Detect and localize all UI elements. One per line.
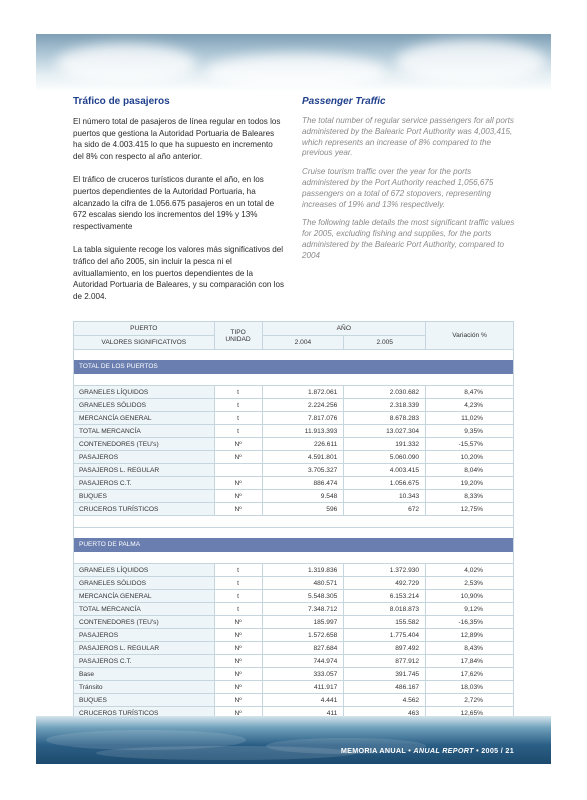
row-unit: Nº — [214, 490, 262, 503]
table-row — [74, 490, 514, 503]
header-variacion: Variación % — [426, 322, 514, 350]
section-gap — [74, 528, 514, 538]
section-title-row — [74, 538, 514, 552]
english-paragraph-3: The following table details the most significant traffic values for 2005, excluding fishing and supplies, for the ports administered by the Balearic Port Authority, compared to 2004 — [302, 218, 515, 260]
table-row — [74, 655, 514, 668]
row-variation: 9,12% — [426, 603, 514, 616]
row-variation: -16,35% — [426, 616, 514, 629]
table-row — [74, 464, 514, 477]
row-value-2005: 463 — [344, 707, 426, 720]
row-unit: Nº — [214, 503, 262, 516]
row-name: PASAJEROS — [74, 629, 215, 642]
row-name: PASAJEROS C.T. — [74, 655, 215, 668]
row-unit: Nº — [214, 694, 262, 707]
table-row — [74, 603, 514, 616]
table-row — [74, 629, 514, 642]
row-unit: Nº — [214, 681, 262, 694]
spanish-paragraph-3: La tabla siguiente recoge los valores más significativos del tráfico del año 2005, sin incluir la pesca ni el avituallamiento, en los puertos dependientes de la Autoridad Portuaria de Baleares, y su comparación con los de 2.004. — [73, 245, 285, 301]
row-value-2004: 480.571 — [262, 577, 344, 590]
row-value-2005: 13.027.304 — [344, 425, 426, 438]
english-heading: Passenger Traffic — [302, 96, 386, 107]
row-variation: 8,33% — [426, 490, 514, 503]
row-variation: 2,72% — [426, 694, 514, 707]
spacer-cell — [74, 552, 514, 564]
spanish-paragraph-1: El número total de pasajeros de línea regular en todos los puertos que gestiona la Autoridad Portuaria de Baleares ha sido de 4.003.415 lo que ha supuesto en incremento del 8% con respecto al año anterior. — [73, 117, 281, 161]
row-value-2004: 9.548 — [262, 490, 344, 503]
spanish-paragraph-2: El tráfico de cruceros turísticos durante el año, en los puertos dependientes de la Autoridad Portuaria, ha alcanzado la cifra de 1.056.675 pasajeros en un total de 672 escalas siendo los incrementos del 19% y 13% respectivamente — [73, 175, 275, 231]
spanish-heading: Tráfico de pasajeros — [73, 96, 170, 107]
table-row — [74, 399, 514, 412]
header-sky-image — [36, 34, 551, 92]
row-variation: 19,20% — [426, 477, 514, 490]
row-value-2005: 391.745 — [344, 668, 426, 681]
table-row — [74, 642, 514, 655]
row-name: TOTAL MERCANCÍA — [74, 603, 215, 616]
row-variation: -15,57% — [426, 438, 514, 451]
row-name: BUQUES — [74, 490, 215, 503]
row-value-2005: 897.492 — [344, 642, 426, 655]
row-value-2004: 411.917 — [262, 681, 344, 694]
english-column — [302, 96, 517, 270]
section-gap — [74, 350, 514, 360]
table-row — [74, 477, 514, 490]
row-unit: Nº — [214, 655, 262, 668]
row-unit: Nº — [214, 616, 262, 629]
row-value-2005: 2.318.339 — [344, 399, 426, 412]
gap-cell — [74, 528, 514, 538]
row-value-2004: 7.348.712 — [262, 603, 344, 616]
row-name: GRANELES SÓLIDOS — [74, 399, 215, 412]
row-unit: Nº — [214, 642, 262, 655]
row-unit: t — [214, 577, 262, 590]
header-2004: 2.004 — [262, 336, 344, 350]
row-variation: 12,89% — [426, 629, 514, 642]
row-value-2005: 4.003.415 — [344, 464, 426, 477]
row-value-2004: 7.817.076 — [262, 412, 344, 425]
spacer-cell — [74, 516, 514, 528]
row-variation: 8,47% — [426, 386, 514, 399]
row-unit: Nº — [214, 629, 262, 642]
row-name: CRUCEROS TURÍSTICOS — [74, 707, 215, 720]
row-value-2005: 877.912 — [344, 655, 426, 668]
gap-cell — [74, 350, 514, 360]
row-name: PASAJEROS C.T. — [74, 477, 215, 490]
footer-separator: / — [500, 746, 504, 755]
row-unit: t — [214, 564, 262, 577]
row-value-2005: 4.562 — [344, 694, 426, 707]
table-row — [74, 564, 514, 577]
section-title: PUERTO DE PALMA — [74, 538, 514, 552]
row-unit — [214, 464, 262, 477]
header-2005: 2.005 — [344, 336, 426, 350]
row-value-2004: 744.974 — [262, 655, 344, 668]
row-value-2004: 11.913.393 — [262, 425, 344, 438]
row-name: PASAJEROS L. REGULAR — [74, 464, 215, 477]
header-anio: AÑO — [262, 322, 426, 336]
row-name: PASAJEROS L. REGULAR — [74, 642, 215, 655]
row-value-2004: 333.057 — [262, 668, 344, 681]
row-value-2004: 226.611 — [262, 438, 344, 451]
row-variation: 4,02% — [426, 564, 514, 577]
header-valores: VALORES SIGNIFICATIVOS — [74, 336, 215, 350]
row-value-2005: 191.332 — [344, 438, 426, 451]
row-unit: t — [214, 590, 262, 603]
row-name: CONTENEDORES (TEU's) — [74, 438, 215, 451]
row-value-2005: 155.582 — [344, 616, 426, 629]
row-value-2005: 8.018.873 — [344, 603, 426, 616]
row-value-2005: 10.343 — [344, 490, 426, 503]
row-unit: t — [214, 603, 262, 616]
row-value-2005: 1.056.675 — [344, 477, 426, 490]
row-value-2004: 1.319.836 — [262, 564, 344, 577]
table-row — [74, 412, 514, 425]
row-name: GRANELES SÓLIDOS — [74, 577, 215, 590]
row-variation: 10,20% — [426, 451, 514, 464]
section-spacer — [74, 552, 514, 564]
row-unit: Nº — [214, 668, 262, 681]
row-name: PASAJEROS — [74, 451, 215, 464]
row-variation: 4,23% — [426, 399, 514, 412]
row-value-2005: 1.775.404 — [344, 629, 426, 642]
table-row — [74, 694, 514, 707]
row-value-2004: 596 — [262, 503, 344, 516]
row-name: MERCANCÍA GENERAL — [74, 412, 215, 425]
row-value-2004: 3.705.327 — [262, 464, 344, 477]
page-number: 21 — [505, 746, 514, 755]
row-name: Base — [74, 668, 215, 681]
table-row — [74, 590, 514, 603]
row-value-2005: 2.030.682 — [344, 386, 426, 399]
header-puerto: PUERTO — [74, 322, 215, 336]
row-unit: Nº — [214, 477, 262, 490]
table-row — [74, 616, 514, 629]
row-value-2005: 5.060.090 — [344, 451, 426, 464]
table-row — [74, 438, 514, 451]
row-value-2004: 827.684 — [262, 642, 344, 655]
row-variation: 8,04% — [426, 464, 514, 477]
row-variation: 9,35% — [426, 425, 514, 438]
footer-memoria: MEMORIA ANUAL • — [340, 746, 412, 755]
row-value-2004: 886.474 — [262, 477, 344, 490]
header-tipo-unidad: TIPO UNIDAD — [214, 322, 262, 350]
footer-sea-image — [36, 716, 551, 764]
section-spacer — [74, 374, 514, 386]
row-unit: Nº — [214, 451, 262, 464]
row-value-2004: 2.224.256 — [262, 399, 344, 412]
row-value-2004: 1.872.061 — [262, 386, 344, 399]
spanish-column — [73, 96, 285, 314]
row-variation: 8,43% — [426, 642, 514, 655]
english-paragraph-2: Cruise tourism traffic over the year for the ports administered by the Port Authority reached 1,056,675 passengers on a total of 672 stopovers, representing increases of 19% and 13% respectively. — [302, 167, 494, 209]
row-unit: t — [214, 399, 262, 412]
row-value-2005: 672 — [344, 503, 426, 516]
row-value-2005: 6.153.214 — [344, 590, 426, 603]
row-value-2004: 411 — [262, 707, 344, 720]
section-spacer — [74, 516, 514, 528]
row-variation: 17,84% — [426, 655, 514, 668]
row-value-2004: 4.441 — [262, 694, 344, 707]
footer-report: ANUAL REPORT — [413, 746, 474, 755]
row-name: CRUCEROS TURÍSTICOS — [74, 503, 215, 516]
footer-year: • 2005 — [476, 746, 499, 755]
row-value-2005: 492.729 — [344, 577, 426, 590]
row-name: CONTENEDORES (TEU's) — [74, 616, 215, 629]
row-name: GRANELES LÍQUIDOS — [74, 564, 215, 577]
row-value-2004: 5.548.305 — [262, 590, 344, 603]
row-value-2005: 8.678.283 — [344, 412, 426, 425]
row-unit: t — [214, 425, 262, 438]
spacer-cell — [74, 374, 514, 386]
row-value-2004: 185.997 — [262, 616, 344, 629]
row-name: TOTAL MERCANCÍA — [74, 425, 215, 438]
row-name: MERCANCÍA GENERAL — [74, 590, 215, 603]
footer-label — [341, 746, 514, 755]
row-unit: Nº — [214, 707, 262, 720]
section-title: TOTAL DE LOS PUERTOS — [74, 360, 514, 374]
row-name: BUQUES — [74, 694, 215, 707]
row-variation: 12,65% — [426, 707, 514, 720]
english-paragraph-1: The total number of regular service passengers for all ports administered by the Balearic Port Authority was 4,003,415, which represents an increase of 8% compared to the previous year. — [302, 116, 514, 158]
row-value-2005: 1.372.930 — [344, 564, 426, 577]
row-value-2005: 486.167 — [344, 681, 426, 694]
row-unit: Nº — [214, 438, 262, 451]
row-variation: 12,75% — [426, 503, 514, 516]
row-value-2004: 4.591.801 — [262, 451, 344, 464]
traffic-table — [73, 321, 514, 720]
row-unit: t — [214, 412, 262, 425]
table-row — [74, 681, 514, 694]
table-row — [74, 425, 514, 438]
row-variation: 2,53% — [426, 577, 514, 590]
row-variation: 18,03% — [426, 681, 514, 694]
row-unit: t — [214, 386, 262, 399]
table-row — [74, 668, 514, 681]
row-variation: 11,02% — [426, 412, 514, 425]
section-title-row — [74, 360, 514, 374]
row-name: GRANELES LÍQUIDOS — [74, 386, 215, 399]
row-name: Tránsito — [74, 681, 215, 694]
row-variation: 10,90% — [426, 590, 514, 603]
table-row — [74, 503, 514, 516]
row-variation: 17,62% — [426, 668, 514, 681]
table-row — [74, 451, 514, 464]
table-row — [74, 577, 514, 590]
row-value-2004: 1.572.658 — [262, 629, 344, 642]
table-row — [74, 386, 514, 399]
